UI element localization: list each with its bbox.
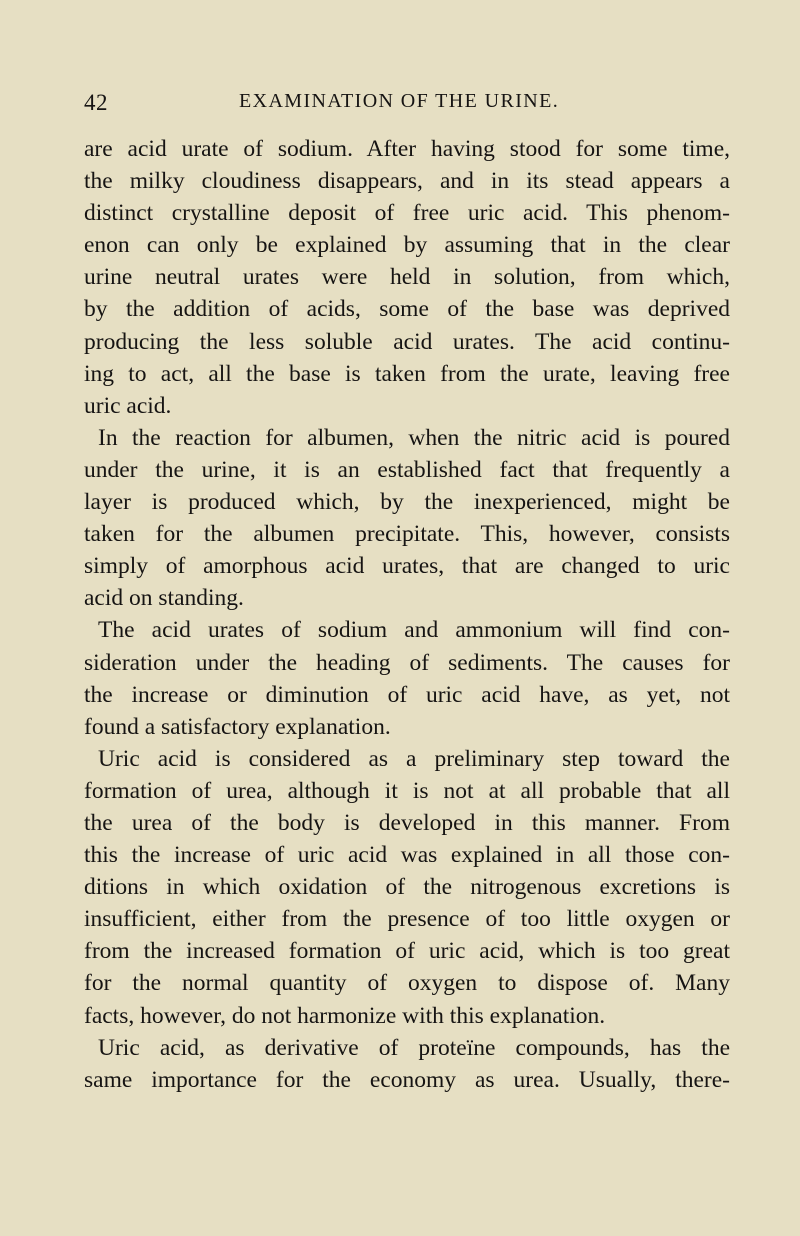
text-line: the increase or diminution of uric acid have, as yet, not bbox=[84, 681, 730, 708]
text-line: layer is produced which, by the inexperienced, might be bbox=[84, 489, 730, 516]
text-line: In the reaction for albumen, when the nitric acid is poured bbox=[98, 424, 730, 451]
text-line: under the urine, it is an established fact that frequently a bbox=[84, 456, 730, 483]
text-line: by the addition of acids, some of the base was deprived bbox=[84, 296, 730, 323]
text-line: ditions in which oxidation of the nitrogenous excretions is bbox=[84, 874, 730, 901]
text-line: for the normal quantity of oxygen to dispose of. Many bbox=[84, 970, 730, 997]
text-line: producing the less soluble acid urates. The acid continu- bbox=[84, 328, 730, 355]
page-number: 42 bbox=[84, 90, 108, 115]
text-line: uric acid. bbox=[84, 392, 172, 419]
text-line: The acid urates of sodium and ammonium will find con- bbox=[98, 617, 730, 644]
text-line: facts, however, do not harmonize with this explanation. bbox=[84, 1002, 606, 1029]
text-line: simply of amorphous acid urates, that are changed to uric bbox=[84, 553, 730, 580]
text-line: the milky cloudiness disappears, and in its stead appears a bbox=[84, 168, 730, 195]
text-line: same importance for the economy as urea. Usually, there- bbox=[84, 1066, 730, 1093]
text-line: sideration under the heading of sediments. The causes for bbox=[84, 649, 730, 676]
text-line: taken for the albumen precipitate. This, however, consists bbox=[84, 521, 730, 548]
text-line: Uric acid, as derivative of proteïne compounds, has the bbox=[98, 1034, 730, 1061]
text-line: from the increased formation of uric acid, which is too great bbox=[84, 938, 730, 965]
text-line: formation of urea, although it is not at all probable that all bbox=[84, 777, 730, 804]
text-line: found a satisfactory explanation. bbox=[84, 713, 391, 740]
text-line: urine neutral urates were held in solution, from which, bbox=[84, 264, 730, 291]
text-line: are acid urate of sodium. After having stood for some time, bbox=[84, 136, 730, 162]
running-head bbox=[84, 90, 714, 120]
text-line: enon can only be explained by assuming that in the clear bbox=[84, 232, 730, 259]
text-line: Uric acid is considered as a preliminary step toward the bbox=[98, 745, 730, 772]
body-text bbox=[84, 133, 730, 1096]
text-line: distinct crystalline deposit of free uric acid. This phenom- bbox=[84, 200, 730, 227]
text-line: insufficient, either from the presence of too little oxygen or bbox=[84, 906, 730, 933]
running-title: EXAMINATION OF THE URINE. bbox=[239, 90, 560, 112]
text-line: acid on standing. bbox=[84, 585, 244, 612]
text-line: this the increase of uric acid was explained in all those con- bbox=[84, 842, 730, 869]
text-line: the urea of the body is developed in this manner. From bbox=[84, 809, 730, 836]
text-line: ing to act, all the base is taken from the urate, leaving free bbox=[84, 360, 730, 387]
